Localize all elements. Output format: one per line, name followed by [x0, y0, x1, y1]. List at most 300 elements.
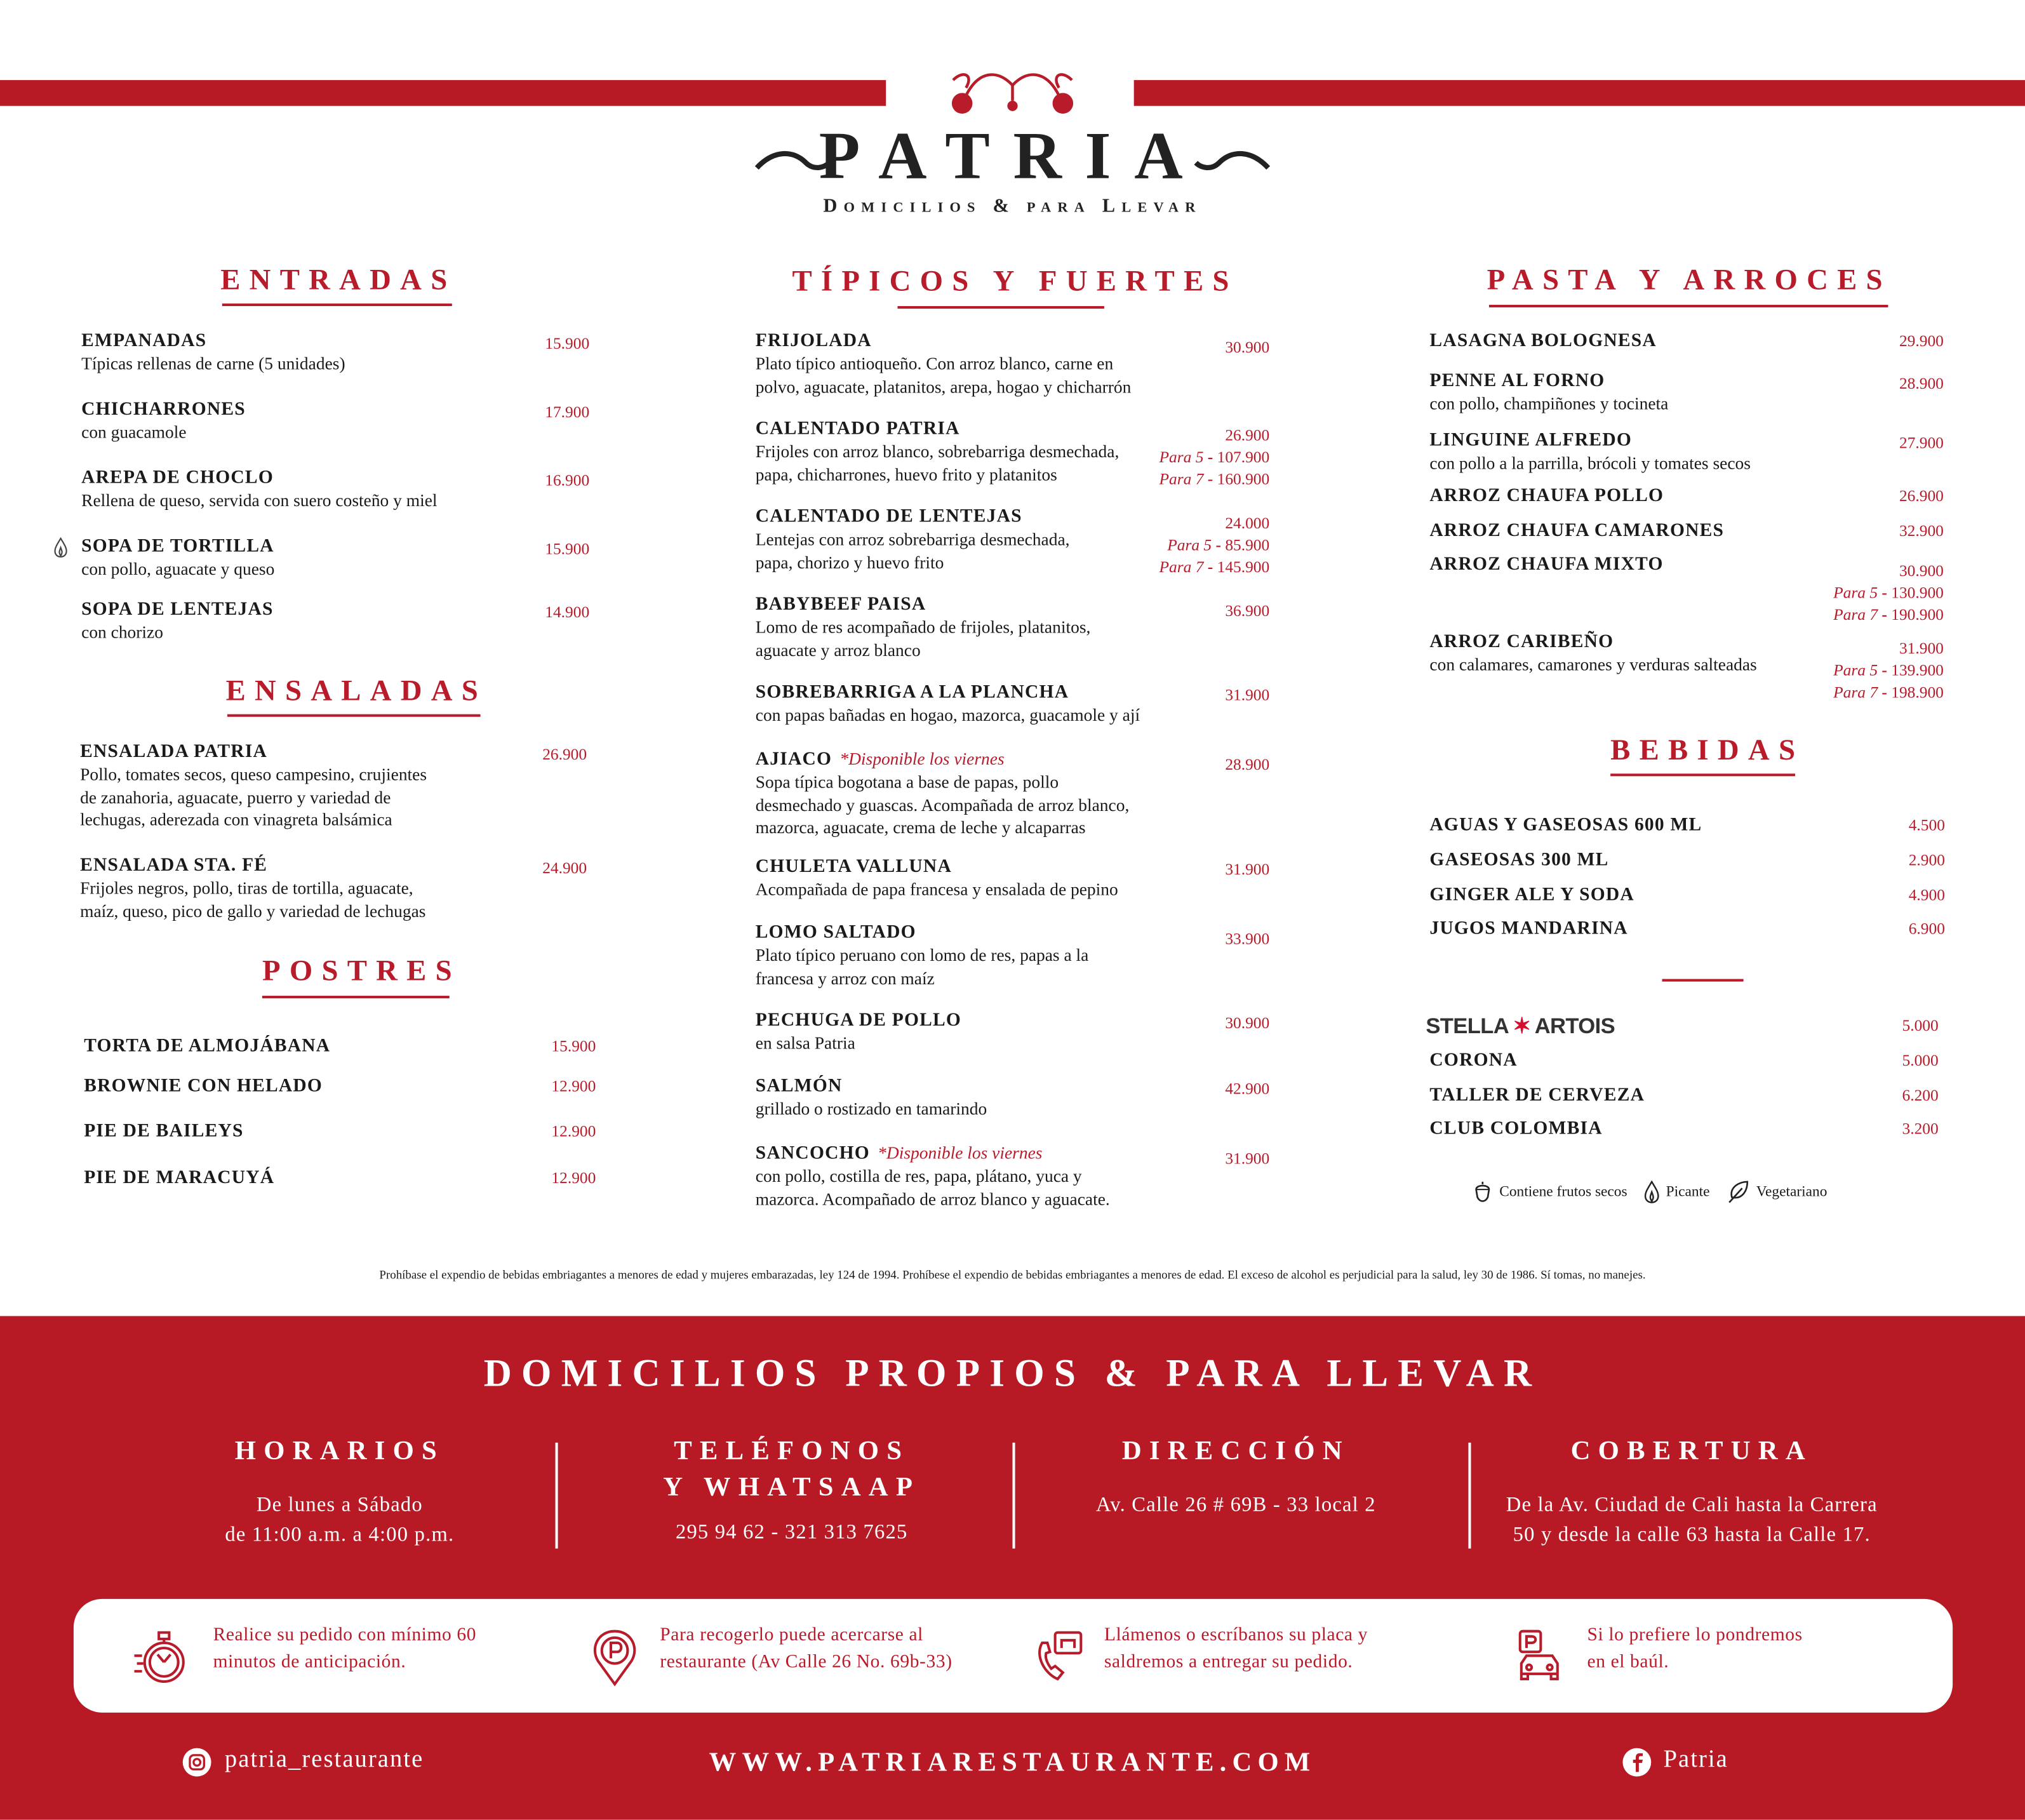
item-name-text: ARROZ CARIBEÑO	[1429, 631, 1614, 653]
availability-note: *Disponible los viernes	[839, 749, 1005, 769]
item-name	[1429, 1118, 1602, 1141]
stella-artois-logo: ARTOIS	[1534, 1014, 1615, 1039]
menu-item	[1429, 430, 1751, 474]
price-value: 16.900	[545, 471, 590, 490]
price-value: 12.900	[551, 1122, 596, 1141]
menu-item	[1426, 1014, 1615, 1039]
note-curbside: Llámenos o escríbanos su placa y saldremos a entregar su pedido.	[1104, 1624, 1368, 1673]
note-pickup: Para recogerlo puede acercarse al restaurante (Av Calle 26 No. 69b-33)	[660, 1624, 952, 1673]
group-price-value: 160.900	[1217, 470, 1270, 488]
item-description: con pollo, aguacate y queso	[81, 559, 275, 579]
item-description: Frijoles negros, pollo, tiras de tortilla, aguacate,	[80, 878, 413, 898]
menu-item	[756, 418, 1119, 486]
item-name-text: TALLER DE CERVEZA	[1429, 1085, 1645, 1106]
item-price	[1902, 1085, 1939, 1107]
item-name-text: TORTA DE ALMOJÁBANA	[84, 1036, 331, 1057]
price-value: 26.900	[542, 745, 587, 763]
price-value: 5.000	[1902, 1016, 1939, 1035]
menu-item	[756, 506, 1070, 573]
availability-note: *Disponible los viernes	[878, 1142, 1043, 1163]
price-value: 26.900	[1225, 426, 1270, 445]
price-value: 4.500	[1908, 816, 1945, 834]
menu-item	[756, 594, 1091, 662]
item-description: Frijoles con arroz blanco, sobrebarriga desmechada,	[755, 441, 1119, 462]
price-value: 32.900	[1899, 521, 1944, 540]
item-name-text: BABYBEEF PAISA	[755, 594, 926, 615]
item-price	[1225, 685, 1269, 707]
item-description: Plato típico peruano con lomo de res, papas a la	[755, 945, 1089, 965]
price-value: 28.900	[1899, 374, 1944, 393]
item-name-text: PIE DE MARACUYÁ	[84, 1167, 275, 1189]
group-price-value: 130.900	[1891, 584, 1944, 602]
stopwatch-icon	[131, 1628, 188, 1687]
section-title-tipicos: TÍPICOS Y FUERTES	[792, 264, 1238, 297]
item-name	[84, 1121, 243, 1143]
item-name	[1429, 918, 1627, 940]
price-value: 5.000	[1902, 1051, 1939, 1069]
cobertura-line: De la Av. Ciudad de Cali hasta la Carrera	[1506, 1494, 1878, 1516]
menu-item	[756, 682, 1140, 726]
item-description: Pollo, tomates secos, queso campesino, crujientes	[80, 765, 427, 784]
stella-artois-logo: STELLA	[1426, 1014, 1509, 1039]
menu-item	[80, 855, 425, 922]
separator: -	[1878, 584, 1892, 602]
price-value: 30.900	[1899, 561, 1944, 580]
horarios-line: De lunes a Sábado	[256, 1494, 423, 1516]
direccion-address: Av. Calle 26 # 69B - 33 local 2	[1095, 1494, 1376, 1516]
menu-item	[1429, 815, 1702, 837]
item-price	[1909, 850, 1945, 872]
item-description: polvo, aguacate, platanitos, arepa, hogao y chicharrón	[755, 376, 1132, 396]
item-price	[1225, 928, 1269, 951]
telefonos-title: TELÉFONOS	[674, 1435, 910, 1466]
item-name-text: PIE DE BAILEYS	[84, 1121, 244, 1142]
horarios-block	[225, 1432, 454, 1549]
group-size: Para 5	[1833, 584, 1878, 602]
item-price	[1899, 486, 1944, 508]
divider	[227, 714, 481, 717]
price-value: 26.900	[1899, 486, 1944, 505]
brand-logo: PATRIA	[819, 120, 1206, 194]
item-price	[1225, 1012, 1269, 1034]
group-price	[1159, 447, 1269, 469]
group-price-value: 145.900	[1217, 558, 1270, 577]
item-description: Acompañada de papa francesa y ensalada de pepino	[755, 880, 1118, 899]
price-value: 12.900	[551, 1168, 596, 1188]
section-title-pasta: PASTA Y ARROCES	[1487, 263, 1892, 296]
item-description: lechugas, aderezada con vinagreta balsámica	[80, 810, 392, 829]
menu-item	[1429, 1050, 1517, 1072]
nuts-icon	[1473, 1181, 1494, 1204]
item-name	[1429, 815, 1702, 837]
item-description: con papas bañadas en hogao, mazorca, guacamole y ají	[755, 705, 1140, 725]
separator: -	[1203, 470, 1217, 488]
group-size: Para 5	[1833, 661, 1878, 679]
item-name	[81, 331, 345, 353]
item-price	[545, 470, 589, 492]
item-description: desmechado y guascas. Acompañada de arroz blanco,	[755, 794, 1130, 815]
item-name-text: SALMÓN	[755, 1076, 843, 1097]
item-name	[84, 1076, 323, 1098]
menu-item	[80, 741, 427, 831]
item-description: Lentejas con arroz sobrebarriga desmechada,	[755, 529, 1070, 549]
footer-band	[0, 1316, 2025, 1819]
item-price	[1909, 918, 1945, 940]
separator: -	[1878, 605, 1892, 624]
menu-item	[756, 748, 1130, 839]
separator: -	[1203, 448, 1217, 467]
item-price	[542, 744, 587, 766]
legal-disclaimer: Prohíbase el expendio de bebidas embriagantes a menores de edad y mujeres embarazadas, ley 124 de 1994. Prohíbese el expendio de bebidas embriagantes a menores de edad. El exceso de alcohol es perjudicial para la salud, ley 30 de 1986. Sí tomas, no manejes.	[379, 1269, 1646, 1283]
item-price	[1899, 373, 1944, 396]
menu-item	[81, 467, 437, 512]
item-price	[1225, 601, 1269, 623]
item-name-text: PECHUGA DE POLLO	[755, 1010, 962, 1031]
footer-title: DOMICILIOS PROPIOS & PARA LLEVAR	[483, 1352, 1542, 1395]
item-price	[1225, 754, 1269, 777]
item-name	[80, 855, 425, 877]
item-name-text: EMPANADAS	[81, 330, 207, 352]
group-size: Para 7	[1159, 558, 1204, 577]
menu-item	[1429, 850, 1608, 872]
price-value: 12.900	[551, 1077, 596, 1095]
item-description: Sopa típica bogotana a base de papas, pollo	[755, 772, 1059, 792]
direccion-title: DIRECCIÓN	[1121, 1435, 1350, 1466]
price-value: 6.200	[1902, 1086, 1939, 1104]
divider	[1489, 305, 1888, 307]
item-description: Lomo de res acompañado de frijoles, platanitos,	[755, 617, 1091, 637]
section-title-ensaladas: ENSALADAS	[225, 674, 488, 707]
price-value: 28.900	[1225, 755, 1270, 774]
group-price	[1159, 557, 1269, 579]
price-value: 24.000	[1225, 514, 1270, 532]
price-value: 29.900	[1899, 331, 1944, 351]
group-size: Para 5	[1159, 448, 1204, 467]
website-link[interactable]: WWW.PATRIARESTAURANTE.COM	[709, 1746, 1316, 1777]
telefonos-block	[663, 1432, 920, 1547]
right-flourish-icon	[1193, 145, 1271, 178]
item-name	[1429, 430, 1751, 452]
divider	[262, 996, 450, 998]
item-name-text: CORONA	[1429, 1050, 1518, 1071]
item-price	[1225, 1148, 1269, 1170]
item-description: de zanahoria, aguacate, puerro y variedad de	[80, 787, 391, 807]
divider	[897, 306, 1104, 309]
item-name	[756, 594, 1091, 617]
item-price	[1159, 425, 1269, 491]
item-price	[545, 539, 589, 561]
item-price	[551, 1121, 596, 1143]
item-price	[1899, 331, 1944, 353]
menu-item	[84, 1036, 330, 1058]
item-name-text: CALENTADO DE LENTEJAS	[755, 506, 1022, 527]
group-price	[1833, 582, 1944, 605]
item-description: Típicas rellenas de carne (5 unidades)	[81, 354, 345, 373]
price-value: 30.900	[1225, 1014, 1270, 1033]
menu-item	[81, 599, 273, 644]
floral-ornament-icon	[940, 62, 1085, 119]
price-value: 36.900	[1225, 601, 1270, 620]
menu-item	[1429, 554, 1663, 577]
item-description: papa, chicharrones, huevo frito y platanitos	[755, 464, 1057, 484]
group-price	[1833, 682, 1944, 704]
horarios-line: de 11:00 a.m. a 4:00 p.m.	[225, 1523, 455, 1546]
item-name-text: ARROZ CHAUFA CAMARONES	[1429, 520, 1725, 542]
divider	[1610, 773, 1795, 776]
legend	[1473, 1181, 1828, 1204]
price-value: 31.900	[1899, 639, 1944, 658]
note-advance-order: Realice su pedido con mínimo 60 minutos de anticipación.	[213, 1624, 477, 1673]
item-description: Rellena de queso, servida con suero costeño y miel	[81, 490, 438, 511]
item-name-text: CHICHARRONES	[81, 399, 246, 420]
facebook-icon[interactable]	[1622, 1748, 1652, 1777]
item-name	[1429, 521, 1724, 543]
item-description: Plato típico antioqueño. Con arroz blanco, carne en	[755, 354, 1114, 373]
group-price-value: 190.900	[1891, 605, 1944, 624]
menu-item	[1429, 331, 1657, 353]
item-name-text: GINGER ALE Y SODA	[1429, 885, 1634, 906]
phone-car-icon	[1032, 1628, 1088, 1687]
legend-veg: Vegetariano	[1756, 1184, 1828, 1200]
item-name	[81, 399, 246, 421]
header-bar-right	[1134, 80, 2025, 106]
item-price	[1902, 1015, 1939, 1038]
menu-item	[81, 536, 274, 580]
item-description: grillado o rostizado en tamarindo	[755, 1099, 987, 1119]
item-name	[1429, 885, 1634, 907]
item-name-text: CLUB COLOMBIA	[1429, 1118, 1603, 1139]
item-price	[1902, 1050, 1939, 1072]
legend-spicy: Picante	[1666, 1184, 1710, 1200]
item-price	[542, 857, 587, 880]
menu-item	[1429, 885, 1634, 907]
price-value: 3.200	[1902, 1120, 1939, 1138]
price-value: 15.900	[545, 540, 590, 558]
item-name-text: CALENTADO PATRIA	[755, 418, 960, 439]
item-name-text: LASAGNA BOLOGNESA	[1429, 330, 1657, 352]
item-name	[756, 682, 1140, 704]
item-name-text: SANCOCHO	[755, 1142, 870, 1164]
cobertura-block	[1506, 1432, 1878, 1549]
item-name-text: CHULETA VALLUNA	[755, 856, 952, 877]
price-value: 15.900	[545, 334, 590, 353]
divider	[1468, 1443, 1470, 1549]
item-name	[1429, 850, 1608, 872]
group-price	[1159, 469, 1269, 491]
item-price	[551, 1168, 596, 1190]
item-description: con pollo, champiñones y tocineta	[1429, 394, 1669, 413]
item-description: con pollo, costilla de res, papa, plátano, yuca y	[755, 1166, 1082, 1186]
price-value: 30.900	[1225, 338, 1270, 357]
menu-item	[1429, 371, 1668, 415]
section-title-bebidas: BEBIDAS	[1610, 733, 1805, 766]
item-description: maíz, queso, pico de gallo y variedad de lechugas	[80, 900, 426, 921]
item-price	[1833, 561, 1944, 627]
menu-item	[756, 1010, 961, 1054]
parking-pin-icon	[587, 1628, 644, 1687]
menu-item	[1429, 1085, 1645, 1107]
facebook-page[interactable]: Patria	[1663, 1746, 1728, 1774]
price-value: 42.900	[1225, 1080, 1270, 1098]
horarios-title: HORARIOS	[234, 1435, 444, 1466]
group-price-value: 107.900	[1217, 448, 1270, 467]
section-title-postres: POSTRES	[262, 954, 461, 987]
item-price	[1909, 815, 1945, 837]
item-name-text: PENNE AL FORNO	[1429, 370, 1605, 392]
group-price-value: 198.900	[1891, 683, 1944, 702]
group-price-value: 139.900	[1891, 661, 1944, 679]
group-price	[1833, 605, 1944, 627]
item-price	[551, 1076, 596, 1098]
divider	[1662, 979, 1744, 981]
header-bar-left	[0, 80, 886, 106]
item-name	[756, 1076, 987, 1098]
brand-tagline: Domicilios & para Llevar	[823, 196, 1202, 217]
group-size: Para 7	[1833, 683, 1878, 702]
price-value: 27.900	[1899, 434, 1944, 452]
menu-item	[84, 1076, 323, 1098]
item-name	[1429, 632, 1756, 654]
item-name	[84, 1036, 330, 1058]
item-name	[756, 856, 1118, 878]
price-value: 2.900	[1908, 851, 1945, 869]
divider	[222, 304, 452, 306]
group-price	[1833, 660, 1944, 682]
price-value: 14.900	[545, 603, 590, 622]
item-price	[545, 402, 589, 424]
item-description: en salsa Patria	[755, 1033, 855, 1053]
item-description: mazorca. Acompañado de arroz blanco y aguacate.	[755, 1189, 1110, 1208]
spicy-icon	[53, 537, 68, 558]
section-title-entradas: ENTRADAS	[220, 263, 457, 296]
menu-item	[1429, 1118, 1602, 1141]
item-name	[84, 1168, 274, 1190]
menu-item	[756, 856, 1118, 900]
item-name	[756, 331, 1132, 353]
price-value: 31.900	[1225, 860, 1270, 878]
item-description: mazorca, aguacate, crema de leche y alcaparras	[755, 817, 1086, 837]
item-name-text: BROWNIE CON HELADO	[84, 1076, 323, 1097]
item-name-text: AREPA DE CHOCLO	[81, 467, 274, 488]
item-name	[1429, 331, 1657, 353]
parking-car-icon	[1514, 1628, 1570, 1687]
item-price	[1225, 1078, 1269, 1101]
item-name	[1429, 554, 1663, 577]
price-value: 31.900	[1225, 1149, 1270, 1168]
item-name-text: JUGOS MANDARINA	[1429, 918, 1628, 939]
item-name-text: AJIACO	[755, 749, 832, 770]
spicy-icon	[1644, 1181, 1659, 1204]
legend-nuts: Contiene frutos secos	[1499, 1184, 1627, 1200]
item-price	[551, 1036, 596, 1058]
item-name	[1426, 1015, 1615, 1038]
separator: -	[1212, 536, 1226, 554]
menu-item	[756, 1142, 1110, 1210]
item-description: aguacate y arroz blanco	[755, 639, 921, 660]
item-description: con pollo a la parrilla, brócoli y tomates secos	[1429, 453, 1751, 473]
group-size: Para 7	[1159, 470, 1204, 488]
price-value: 6.900	[1908, 920, 1945, 938]
separator: -	[1878, 683, 1892, 702]
menu-item	[84, 1168, 274, 1190]
menu-item	[1429, 918, 1627, 940]
telefonos-number[interactable]: 295 94 62 - 321 313 7625	[675, 1521, 908, 1544]
item-price	[1899, 432, 1944, 455]
divider	[1012, 1443, 1014, 1549]
item-name	[756, 506, 1070, 528]
menu-item	[1429, 632, 1756, 676]
star-icon: ✶	[1513, 1014, 1531, 1039]
price-value: 4.900	[1908, 886, 1945, 904]
item-name-text: ARROZ CHAUFA POLLO	[1429, 485, 1664, 507]
menu-item	[84, 1121, 243, 1143]
group-size: Para 5	[1167, 536, 1212, 554]
item-name-text: ENSALADA PATRIA	[80, 741, 268, 762]
separator: -	[1878, 661, 1892, 679]
item-price	[1225, 337, 1269, 359]
item-price	[1902, 1118, 1939, 1141]
item-description: con chorizo	[81, 622, 163, 642]
menu-item	[81, 399, 246, 443]
divider	[556, 1443, 558, 1549]
price-value: 17.900	[545, 403, 590, 422]
item-description: francesa y arroz con maíz	[755, 968, 935, 987]
item-name	[81, 599, 273, 622]
item-name-text: SOPA DE LENTEJAS	[81, 599, 274, 620]
instagram-handle[interactable]: patria_restaurante	[224, 1746, 424, 1774]
item-name-text: LINGUINE ALFREDO	[1429, 430, 1632, 451]
item-price	[1159, 512, 1269, 579]
item-name-text: GASEOSAS 300 ML	[1429, 850, 1609, 871]
menu-item	[81, 331, 345, 375]
item-name	[1429, 1085, 1645, 1107]
item-name-text: SOBREBARRIGA A LA PLANCHA	[755, 681, 1069, 703]
note-trunk: Si lo prefiere lo pondremos en el baúl.	[1587, 1624, 1803, 1673]
item-name	[756, 1142, 1110, 1165]
price-value: 33.900	[1225, 930, 1270, 948]
item-name	[80, 741, 427, 763]
item-name	[81, 536, 274, 558]
item-name	[756, 922, 1089, 944]
item-name	[1429, 371, 1668, 393]
group-price	[1159, 535, 1269, 557]
item-name-text: ARROZ CHAUFA MIXTO	[1429, 554, 1664, 575]
item-name-text: AGUAS Y GASEOSAS 600 ML	[1429, 815, 1702, 836]
left-flourish-icon	[754, 145, 832, 178]
menu-item	[1429, 486, 1664, 508]
menu-item	[1429, 521, 1724, 543]
item-name	[756, 1010, 961, 1032]
price-value: 31.900	[1225, 685, 1270, 704]
group-price-value: 85.900	[1225, 536, 1270, 554]
item-price	[1909, 885, 1945, 907]
cobertura-title: COBERTURA	[1570, 1435, 1813, 1466]
item-price	[545, 333, 589, 356]
item-description: con guacamole	[81, 422, 187, 442]
item-description: con calamares, camarones y verduras salteadas	[1429, 655, 1757, 674]
item-name-text: LOMO SALTADO	[755, 922, 916, 943]
item-name	[1429, 1050, 1517, 1072]
menu-item	[756, 331, 1132, 398]
item-name-text: ENSALADA STA. FÉ	[80, 855, 268, 876]
price-value: 15.900	[551, 1037, 596, 1055]
direccion-block	[1096, 1432, 1376, 1520]
item-description: papa, chorizo y huevo frito	[755, 552, 944, 572]
item-name	[1429, 486, 1664, 508]
item-price	[545, 602, 589, 624]
menu-item	[756, 1076, 987, 1120]
item-name	[756, 418, 1119, 441]
